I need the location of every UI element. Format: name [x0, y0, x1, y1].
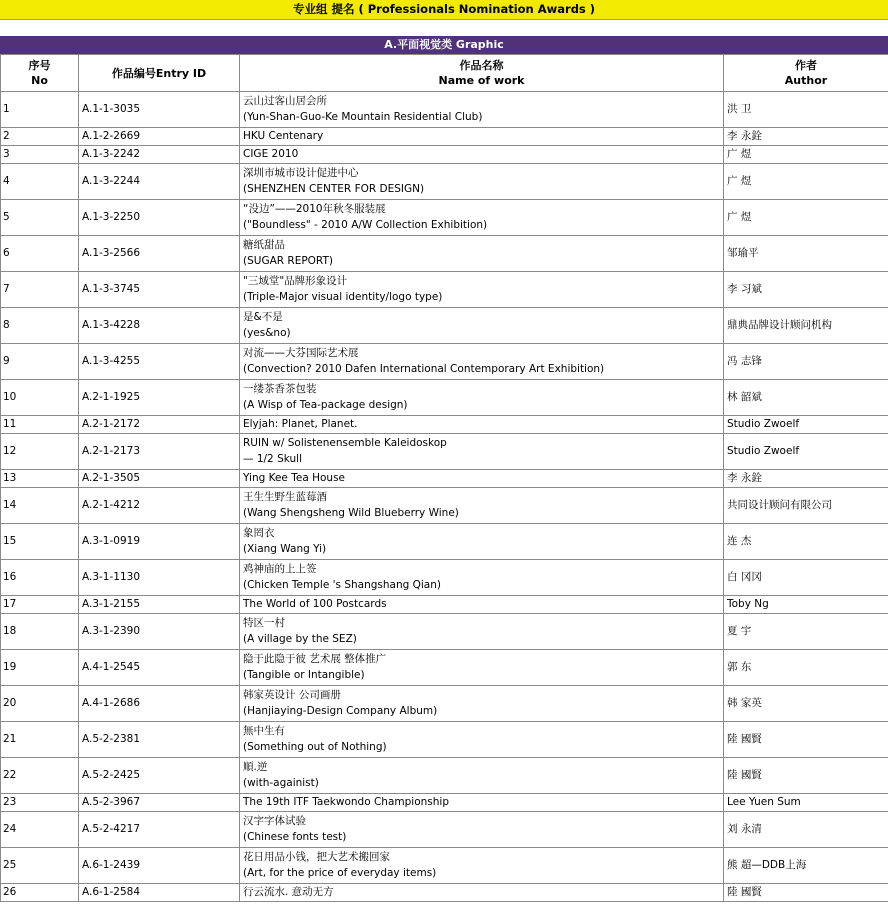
- work-subtitle-line: (Chinese fonts test): [243, 830, 347, 843]
- row-entry-id: A.1-2-2669: [79, 128, 240, 146]
- row-entry-id: A.6-1-2584: [79, 884, 240, 902]
- row-entry-id: A.6-1-2439: [79, 848, 240, 884]
- row-work-name: [240, 812, 724, 848]
- table-row: [1, 524, 888, 560]
- table-row: [1, 146, 888, 164]
- row-work-name: [240, 848, 724, 884]
- row-author: 陸 國賢: [724, 722, 888, 758]
- row-work-name: [240, 884, 724, 902]
- row-author: 李 永銓: [724, 128, 888, 146]
- row-author: 连 杰: [724, 524, 888, 560]
- row-number: 25: [1, 848, 79, 884]
- row-author: 冯 志锋: [724, 344, 888, 380]
- work-title-line: HKU Centenary: [243, 129, 324, 142]
- table-row: [1, 884, 888, 902]
- row-number: 10: [1, 380, 79, 416]
- table-row: [1, 344, 888, 380]
- header-entry-id-label: 作品编号Entry ID: [111, 66, 207, 80]
- table-header-row: [1, 55, 888, 92]
- row-number: 20: [1, 686, 79, 722]
- row-number: 6: [1, 236, 79, 272]
- table-row: [1, 686, 888, 722]
- row-entry-id: A.3-1-2155: [79, 596, 240, 614]
- work-subtitle-line: (Wang Shengsheng Wild Blueberry Wine): [243, 506, 459, 519]
- work-title-line: 鸡神庙的上上签: [243, 563, 317, 575]
- row-work-name: [240, 488, 724, 524]
- row-entry-id: A.5-2-3967: [79, 794, 240, 812]
- work-title-line: 象罔衣: [243, 527, 275, 539]
- row-author: 韩 家英: [724, 686, 888, 722]
- header-work-en: Name of work: [438, 74, 525, 87]
- work-subtitle-line: (Triple-Major visual identity/logo type): [243, 290, 443, 303]
- work-subtitle-line: — 1/2 Skull: [243, 452, 302, 465]
- row-number: 26: [1, 884, 79, 902]
- row-work-name: [240, 92, 724, 128]
- work-subtitle-line: (A village by the SEZ): [243, 632, 357, 645]
- row-entry-id: A.5-2-2425: [79, 758, 240, 794]
- banner-title: 专业组 提名 ( Professionals Nomination Awards ): [292, 2, 596, 16]
- work-title-line: 是&不是: [243, 311, 283, 323]
- table-row: [1, 470, 888, 488]
- table-row: [1, 164, 888, 200]
- work-title-line: 韩家英设计 公司画册: [243, 689, 341, 701]
- row-entry-id: A.1-3-2242: [79, 146, 240, 164]
- row-author: 林 韶斌: [724, 380, 888, 416]
- work-title-line: 云山过客山居会所: [243, 95, 327, 107]
- row-entry-id: A.3-1-2390: [79, 614, 240, 650]
- header-entry-id: [79, 55, 240, 92]
- work-title-line: 特区一村: [243, 617, 285, 629]
- section-header: [0, 36, 888, 54]
- work-subtitle-line: ("Boundless" - 2010 A/W Collection Exhibition): [243, 218, 488, 231]
- page-banner: [0, 0, 888, 20]
- work-title-line: 一缕茶香茶包装: [243, 383, 317, 395]
- work-subtitle-line: (Something out of Nothing): [243, 740, 387, 753]
- row-work-name: [240, 614, 724, 650]
- row-author: Studio Zwoelf: [724, 416, 888, 434]
- row-entry-id: A.5-2-4217: [79, 812, 240, 848]
- table-row: [1, 200, 888, 236]
- work-subtitle-line: (Xiang Wang Yi): [243, 542, 327, 555]
- row-number: 8: [1, 308, 79, 344]
- row-work-name: [240, 434, 724, 470]
- row-author: 白 冈冈: [724, 560, 888, 596]
- row-work-name: [240, 686, 724, 722]
- table-row: [1, 794, 888, 812]
- header-no-cn: 序号: [28, 59, 51, 72]
- row-entry-id: A.1-1-3035: [79, 92, 240, 128]
- row-entry-id: A.1-3-2250: [79, 200, 240, 236]
- row-work-name: [240, 722, 724, 758]
- row-entry-id: A.1-3-2566: [79, 236, 240, 272]
- table-row: [1, 434, 888, 470]
- section-title: A.平面视觉类 Graphic: [384, 38, 504, 51]
- work-subtitle-line: (SHENZHEN CENTER FOR DESIGN): [243, 182, 425, 195]
- row-entry-id: A.5-2-2381: [79, 722, 240, 758]
- work-title-line: Elyjah: Planet, Planet.: [243, 417, 358, 430]
- row-number: 12: [1, 434, 79, 470]
- work-subtitle-line: (yes&no): [243, 326, 291, 339]
- row-entry-id: A.3-1-0919: [79, 524, 240, 560]
- table-row: [1, 272, 888, 308]
- work-title-line: RUIN w/ Solistenensemble Kaleidoskop: [243, 437, 447, 449]
- row-author: 熊 超—DDB上海: [724, 848, 888, 884]
- row-work-name: [240, 524, 724, 560]
- work-subtitle-line: (Tangible or Intangible): [243, 668, 365, 681]
- row-number: 7: [1, 272, 79, 308]
- work-title-line: “没边”——2010年秋冬服装展: [243, 203, 386, 215]
- work-subtitle-line: (SUGAR REPORT): [243, 254, 333, 267]
- work-title-line: 汉字字体试验: [243, 815, 306, 827]
- work-title-line: 深圳市城市设计促进中心: [243, 167, 359, 179]
- table-row: [1, 488, 888, 524]
- work-title-line: 糖纸甜品: [243, 239, 285, 251]
- header-work-cn: 作品名称: [459, 59, 504, 72]
- row-number: 15: [1, 524, 79, 560]
- row-author: 刘 永清: [724, 812, 888, 848]
- row-work-name: [240, 758, 724, 794]
- work-title-line: 行云流水. 意动无方: [243, 885, 334, 898]
- row-work-name: [240, 236, 724, 272]
- header-author: [724, 55, 888, 92]
- row-number: 16: [1, 560, 79, 596]
- row-number: 11: [1, 416, 79, 434]
- header-no-en: No: [31, 74, 48, 87]
- table-row: [1, 596, 888, 614]
- work-subtitle-line: (Yun-Shan-Guo-Ke Mountain Residential Club): [243, 110, 483, 123]
- header-author-en: Author: [784, 74, 828, 87]
- table-row: [1, 560, 888, 596]
- row-entry-id: A.2-1-1925: [79, 380, 240, 416]
- table-body: [1, 92, 888, 902]
- row-author: Lee Yuen Sum: [724, 794, 888, 812]
- work-subtitle-line: (A Wisp of Tea-package design): [243, 398, 408, 411]
- table-row: [1, 128, 888, 146]
- header-work: [240, 55, 724, 92]
- row-author: 陸 國賢: [724, 884, 888, 902]
- row-author: 夏 宇: [724, 614, 888, 650]
- row-entry-id: A.3-1-1130: [79, 560, 240, 596]
- work-title-line: 对流——大芬国际艺术展: [243, 347, 359, 359]
- work-subtitle-line: (with-againist): [243, 776, 319, 789]
- table-row: [1, 758, 888, 794]
- row-number: 9: [1, 344, 79, 380]
- row-author: 陸 國賢: [724, 758, 888, 794]
- table-row: [1, 308, 888, 344]
- nomination-table: [0, 54, 888, 902]
- row-entry-id: A.1-3-2244: [79, 164, 240, 200]
- table-row: [1, 380, 888, 416]
- row-number: 4: [1, 164, 79, 200]
- row-number: 24: [1, 812, 79, 848]
- row-work-name: [240, 380, 724, 416]
- work-title-line: 順.逆: [243, 761, 268, 773]
- row-number: 13: [1, 470, 79, 488]
- work-title-line: Ying Kee Tea House: [243, 471, 346, 484]
- row-number: 23: [1, 794, 79, 812]
- row-work-name: [240, 596, 724, 614]
- work-title-line: The World of 100 Postcards: [243, 597, 387, 610]
- row-author: 李 习斌: [724, 272, 888, 308]
- table-row: [1, 92, 888, 128]
- row-number: 1: [1, 92, 79, 128]
- work-title-line: "三域堂"品牌形象设计: [243, 275, 348, 287]
- work-subtitle-line: (Hanjiaying-Design Company Album): [243, 704, 438, 717]
- row-work-name: [240, 272, 724, 308]
- row-entry-id: A.2-1-4212: [79, 488, 240, 524]
- row-number: 21: [1, 722, 79, 758]
- row-number: 3: [1, 146, 79, 164]
- row-number: 2: [1, 128, 79, 146]
- row-entry-id: A.1-3-4228: [79, 308, 240, 344]
- row-author: 李 永銓: [724, 470, 888, 488]
- row-work-name: [240, 128, 724, 146]
- work-title-line: The 19th ITF Taekwondo Championship: [243, 795, 449, 808]
- row-work-name: [240, 164, 724, 200]
- row-entry-id: A.2-1-3505: [79, 470, 240, 488]
- row-work-name: [240, 146, 724, 164]
- row-author: 广 煜: [724, 146, 888, 164]
- row-work-name: [240, 650, 724, 686]
- row-entry-id: A.4-1-2545: [79, 650, 240, 686]
- row-number: 18: [1, 614, 79, 650]
- row-work-name: [240, 470, 724, 488]
- row-number: 22: [1, 758, 79, 794]
- row-entry-id: A.4-1-2686: [79, 686, 240, 722]
- header-no: [1, 55, 79, 92]
- row-number: 5: [1, 200, 79, 236]
- table-row: [1, 812, 888, 848]
- work-title-line: 隐于此隐于彼 艺术展 整体推广: [243, 653, 387, 665]
- work-title-line: 王生生野生蓝莓酒: [243, 491, 327, 503]
- row-work-name: [240, 308, 724, 344]
- work-subtitle-line: (Convection? 2010 Dafen International Contemporary Art Exhibition): [243, 362, 605, 375]
- work-title-line: 花日用品小钱，把大艺术搬回家: [243, 851, 390, 863]
- row-number: 19: [1, 650, 79, 686]
- table-row: [1, 848, 888, 884]
- row-entry-id: A.1-3-3745: [79, 272, 240, 308]
- row-author: 郭 东: [724, 650, 888, 686]
- row-author: Toby Ng: [724, 596, 888, 614]
- row-number: 14: [1, 488, 79, 524]
- row-author: 鼎典品牌设计顾问机构: [724, 308, 888, 344]
- row-author: Studio Zwoelf: [724, 434, 888, 470]
- table-row: [1, 650, 888, 686]
- row-entry-id: A.2-1-2173: [79, 434, 240, 470]
- row-work-name: [240, 416, 724, 434]
- row-work-name: [240, 794, 724, 812]
- row-author: 广 煜: [724, 164, 888, 200]
- table-row: [1, 416, 888, 434]
- row-author: 广 煜: [724, 200, 888, 236]
- row-author: 共同设计顾问有限公司: [724, 488, 888, 524]
- header-author-cn: 作者: [795, 59, 817, 72]
- table-row: [1, 614, 888, 650]
- work-title-line: 無中生有: [243, 725, 285, 737]
- row-work-name: [240, 200, 724, 236]
- work-subtitle-line: (Chicken Temple 's Shangshang Qian): [243, 578, 441, 591]
- row-author: 邹瑜平: [724, 236, 888, 272]
- row-work-name: [240, 560, 724, 596]
- row-entry-id: A.2-1-2172: [79, 416, 240, 434]
- row-author: 洪 卫: [724, 92, 888, 128]
- work-subtitle-line: (Art, for the price of everyday items): [243, 866, 437, 879]
- row-number: 17: [1, 596, 79, 614]
- work-title-line: CIGE 2010: [243, 147, 299, 160]
- table-row: [1, 236, 888, 272]
- table-row: [1, 722, 888, 758]
- row-entry-id: A.1-3-4255: [79, 344, 240, 380]
- row-work-name: [240, 344, 724, 380]
